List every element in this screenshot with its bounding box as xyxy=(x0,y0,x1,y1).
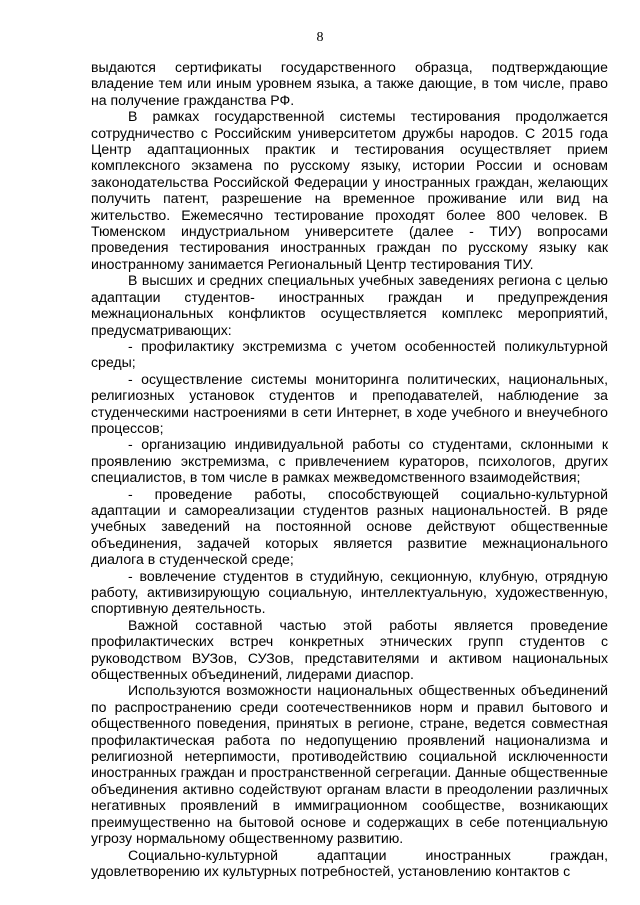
list-item-monitoring: - осуществление системы мониторинга политических, национальных, религиозных установок студентов и преподавателей, наблюдение за студенческими настроениями в сети Интернет, в ходе учебного и внеучебного процессов; xyxy=(91,370,608,436)
paragraph-national-associations: Используются возможности национальных общественных объединений по распространению среди соотечественников норм и правил бытового и общественного поведения, принятых в регионе, стране, ведется совместная профилактическая работа по недопущению проявлений национализма и религиозной нетерпимости, противодействию социальной исключенности иностранных граждан и пространственной сегрегации. Данные общественные объединения активно содействуют органам власти в преодолении различных негативных проявлений в иммиграционном сообществе, возникающих преимущественно на бытовой основе и содержащих в себе потенциальную угрозу нормальному общественному развитию. xyxy=(91,682,608,847)
paragraph-sociocultural-adaptation: Социально-культурной адаптации иностранных граждан, удовлетворению их культурных потребностей, установлению контактов с xyxy=(91,846,608,879)
document-body xyxy=(91,59,608,879)
paragraph-certificates: выдаются сертификаты государственного образца, подтверждающие владение тем или иным уровнем языка, а также дающие, в том числе, право на получение гражданства РФ. xyxy=(91,59,608,108)
list-item-student-involvement: - вовлечение студентов в студийную, секционную, клубную, отрядную работу, активизирующую социальную, интеллектуальную, художественную, спортивную деятельность. xyxy=(91,567,608,617)
page-number: 8 xyxy=(316,30,324,45)
list-item-individual-work: - организацию индивидуальной работы со студентами, склонными к проявлению экстремизма, с привлечением кураторов, психологов, других специалистов, в том числе в рамках межведомственного взаимодействия; xyxy=(91,436,608,486)
paragraph-student-adaptation: В высших и средних специальных учебных заведениях региона с целью адаптации студентов- иностранных граждан и предупреждения межнациональных конфликтов осуществляется комплекс мероприятий, предусматривающих: xyxy=(91,272,608,338)
list-item-sociocultural-adaptation: - проведение работы, способствующей социально-культурной адаптации и самореализации студентов разных национальностей. В ряде учебных заведений на постоянной основе действуют общественные объединения, задачей которых является развитие межнационального диалога в студенческой среде; xyxy=(91,485,608,568)
paragraph-testing-system: В рамках государственной системы тестирования продолжается сотрудничество с Российским университетом дружбы народов. С 2015 года Центр адаптационных практик и тестирования осуществляет прием комплексного экзамена по русскому языку, истории России и основам законодательства Российской Федерации у иностранных граждан, желающих получить патент, разрешение на временное проживание или вид на жительство. Ежемесячно тестирование проходят более 800 человек. В Тюменском индустриальном университете (далее - ТИУ) вопросами проведения тестирования иностранных граждан по русскому языку как иностранному занимается Региональный Центр тестирования ТИУ. xyxy=(91,108,608,272)
paragraph-preventive-meetings: Важной составной частью этой работы является проведение профилактических встреч конкретных этнических групп студентов с руководством ВУЗов, СУЗов, представителями и активом национальных общественных объединений, лидерами диаспор. xyxy=(91,616,608,683)
list-item-extremism-prevention: - профилактику экстремизма с учетом особенностей поликультурной среды; xyxy=(91,337,608,371)
